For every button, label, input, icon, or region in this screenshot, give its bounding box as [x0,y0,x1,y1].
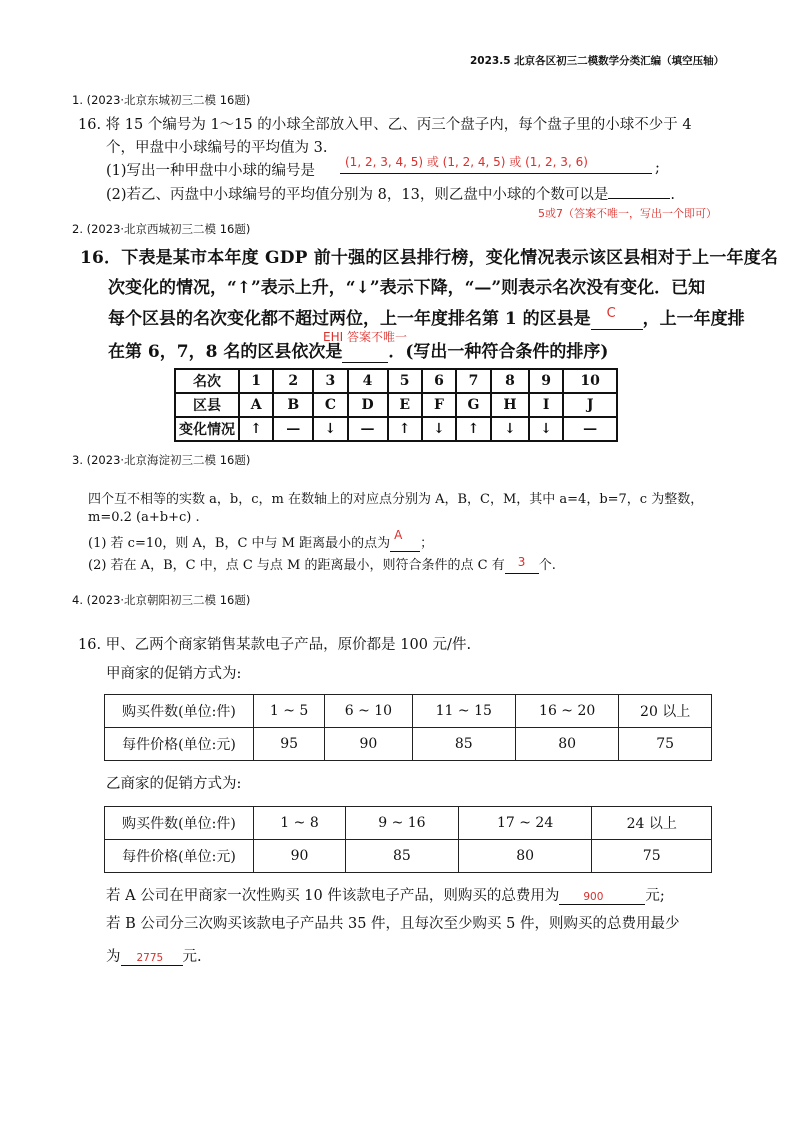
page-header: 2023.5 北京各区初三二模数学分类汇编（填空压轴） [470,55,725,67]
district-cell: G [456,393,491,417]
change-cell: ↓ [422,417,456,441]
yi-qty-row [105,807,712,840]
rank-cell: 1 [239,369,273,393]
rank-cell: 2 [273,369,313,393]
q2-source: 2. (2023·北京西城初三二模 16题) [72,222,251,236]
jia-qty-row [105,695,712,728]
q2-line3-blank [591,306,643,330]
change-cell: ↓ [491,417,529,441]
jia-qty-cell: 16 ~ 20 [515,695,618,728]
q4-a-answer: 900 [583,891,604,903]
change-cell: ↑ [456,417,491,441]
q3-part1-end: ； [420,536,434,551]
change-cell: ↓ [313,417,347,441]
q4-b-prefix: 为 [106,949,121,965]
yi-qty-header: 购买件数(单位:件) [105,807,254,840]
rank-cell: 8 [491,369,529,393]
jia-qty-cell: 6 ~ 10 [325,695,412,728]
change-cell: ↓ [529,417,563,441]
q2-line2: 次变化的情况，“↑”表示上升，“↓”表示下降，“—”则表示名次没有变化．已知 [108,278,706,298]
change-header: 变化情况 [175,417,239,441]
jia-qty-cell: 11 ~ 15 [412,695,515,728]
yi-qty-cell: 17 ~ 24 [458,807,592,840]
jia-qty-cell: 1 ~ 5 [254,695,325,728]
q2-line4-suffix: ．(写出一种符合条件的排序) [388,342,609,362]
q1-line1: 16. 将 15 个编号为 1～15 的小球全部放入甲、乙、丙三个盘子内，每个盘子里的小球不少于 4 [78,117,692,133]
rank-row [175,369,617,393]
change-cell: ↑ [239,417,273,441]
district-cell: J [563,393,617,417]
q2-line4-prefix: 在第 6，7，8 名的区县依次是 [108,342,343,362]
q4-a-line [106,884,665,905]
q4-jia-title: 甲商家的促销方式为: [106,666,242,682]
q3-part2-prefix: (2) 若在 A，B，C 中，点 C 与点 M 的距离最小，则符合条件的点 C 有 [88,558,505,573]
jia-qty-header: 购买件数(单位:件) [105,695,254,728]
q2-line1: 16．下表是某市本年度 GDP 前十强的区县排行榜，变化情况表示该区县相对于上一年度名 [80,248,779,268]
rank-cell: 10 [563,369,617,393]
district-cell: D [348,393,388,417]
q4-b-blank [121,949,183,966]
q4-line1: 16. 甲、乙两个商家销售某款电子产品，原价都是 100 元/件. [78,637,472,653]
q3-line2: m=0.2 (a+b+c) . [88,510,200,525]
q1-part1 [106,159,315,180]
jia-promo-table [104,694,712,761]
district-cell: A [239,393,273,417]
q3-line1: 四个互不相等的实数 a，b，c，m 在数轴上的对应点分别为 A，B，C，M，其中 a=4，b=7，c 为整数， [88,492,704,507]
rank-cell: 3 [313,369,347,393]
q1-part1-end: ; [655,160,660,176]
rank-cell: 6 [422,369,456,393]
q1-part1-prefix: (1)写出一种甲盘中小球的编号是 [106,163,316,179]
q2-line4-blank [342,342,388,363]
q3-part1-answer: A [394,528,403,542]
q4-a-blank [559,888,645,905]
q2-line3-suffix: ，上一年度排 [642,309,745,329]
change-cell: — [563,417,617,441]
jia-price-cell: 90 [325,728,412,761]
q3-part1-blank [390,528,420,552]
jia-price-cell: 95 [254,728,325,761]
yi-qty-cell: 1 ~ 8 [254,807,346,840]
q2-line3-prefix: 每个区县的名次变化都不超过两位，上一年度排名第 1 的区县是 [108,309,591,329]
q1-part2-end: . [670,187,675,203]
yi-qty-cell: 9 ~ 16 [346,807,459,840]
change-row [175,417,617,441]
district-cell: B [273,393,313,417]
q4-b-line2 [106,945,202,966]
q1-line2: 个，甲盘中小球编号的平均值为 3. [106,140,328,156]
rank-cell: 4 [348,369,388,393]
q1-part1-underline [340,173,652,174]
district-cell: C [313,393,347,417]
q3-part1 [88,528,434,552]
q3-part2-answer: 3 [517,555,526,569]
q2-line4 [108,337,608,363]
q3-part2 [88,554,556,574]
q4-yi-title: 乙商家的促销方式为: [106,776,242,792]
q3-source: 3. (2023·北京海淀初三二模 16题) [72,453,251,467]
q4-b-suffix: 元. [182,949,202,965]
yi-price-cell: 75 [592,840,712,873]
rank-cell: 5 [388,369,422,393]
jia-price-cell: 80 [515,728,618,761]
q4-a-suffix: 元; [645,888,665,904]
rank-cell: 9 [529,369,563,393]
jia-price-cell: 85 [412,728,515,761]
q4-b-answer: 2775 [136,952,164,964]
jia-qty-cell: 20 以上 [619,695,712,728]
q3-part2-blank [505,555,539,574]
yi-qty-cell: 24 以上 [592,807,712,840]
q4-b-line1: 若 B 公司分三次购买该款电子产品共 35 件，且每次至少购买 5 件，则购买的总费用最少 [106,916,680,932]
yi-price-cell: 90 [254,840,346,873]
rank-cell: 7 [456,369,491,393]
q3-part2-end: 个. [538,558,556,573]
jia-price-header: 每件价格(单位:元) [105,728,254,761]
q1-part2 [106,183,675,204]
change-cell: — [348,417,388,441]
jia-price-cell: 75 [619,728,712,761]
change-cell: ↑ [388,417,422,441]
q1-part1-answer: (1, 2, 3, 4, 5) 或 (1, 2, 4, 5) 或 (1, 2, 3, 6) [345,155,588,169]
q1-part2-answer: 5或7（答案不唯一，写出一个即可） [538,207,717,220]
q1-source: 1. (2023·北京东城初三二模 16题) [72,93,251,107]
change-cell: — [273,417,313,441]
q4-a-prefix: 若 A 公司在甲商家一次性购买 10 件该款电子产品，则购买的总费用为 [106,888,560,904]
jia-price-row [105,728,712,761]
q4-source: 4. (2023·北京朝阳初三二模 16题) [72,593,251,607]
q2-line3 [108,304,745,330]
q1-part2-blank [608,184,670,199]
yi-price-header: 每件价格(单位:元) [105,840,254,873]
yi-promo-table [104,806,712,873]
q1-part2-prefix: (2)若乙、丙盘中小球编号的平均值分别为 8，13，则乙盘中小球的个数可以是 [106,187,609,203]
q2-line4-answer: EHI 答案不唯一 [323,330,407,344]
q3-part1-prefix: (1) 若 c=10，则 A，B，C 中与 M 距离最小的点为 [88,536,391,551]
district-cell: E [388,393,422,417]
district-header: 区县 [175,393,239,417]
district-row [175,393,617,417]
yi-price-cell: 85 [346,840,459,873]
yi-price-row [105,840,712,873]
rank-header: 名次 [175,369,239,393]
district-cell: F [422,393,456,417]
ranking-table [174,368,618,442]
district-cell: H [491,393,529,417]
yi-price-cell: 80 [458,840,592,873]
district-cell: I [529,393,563,417]
q2-line3-answer: C [606,306,616,321]
